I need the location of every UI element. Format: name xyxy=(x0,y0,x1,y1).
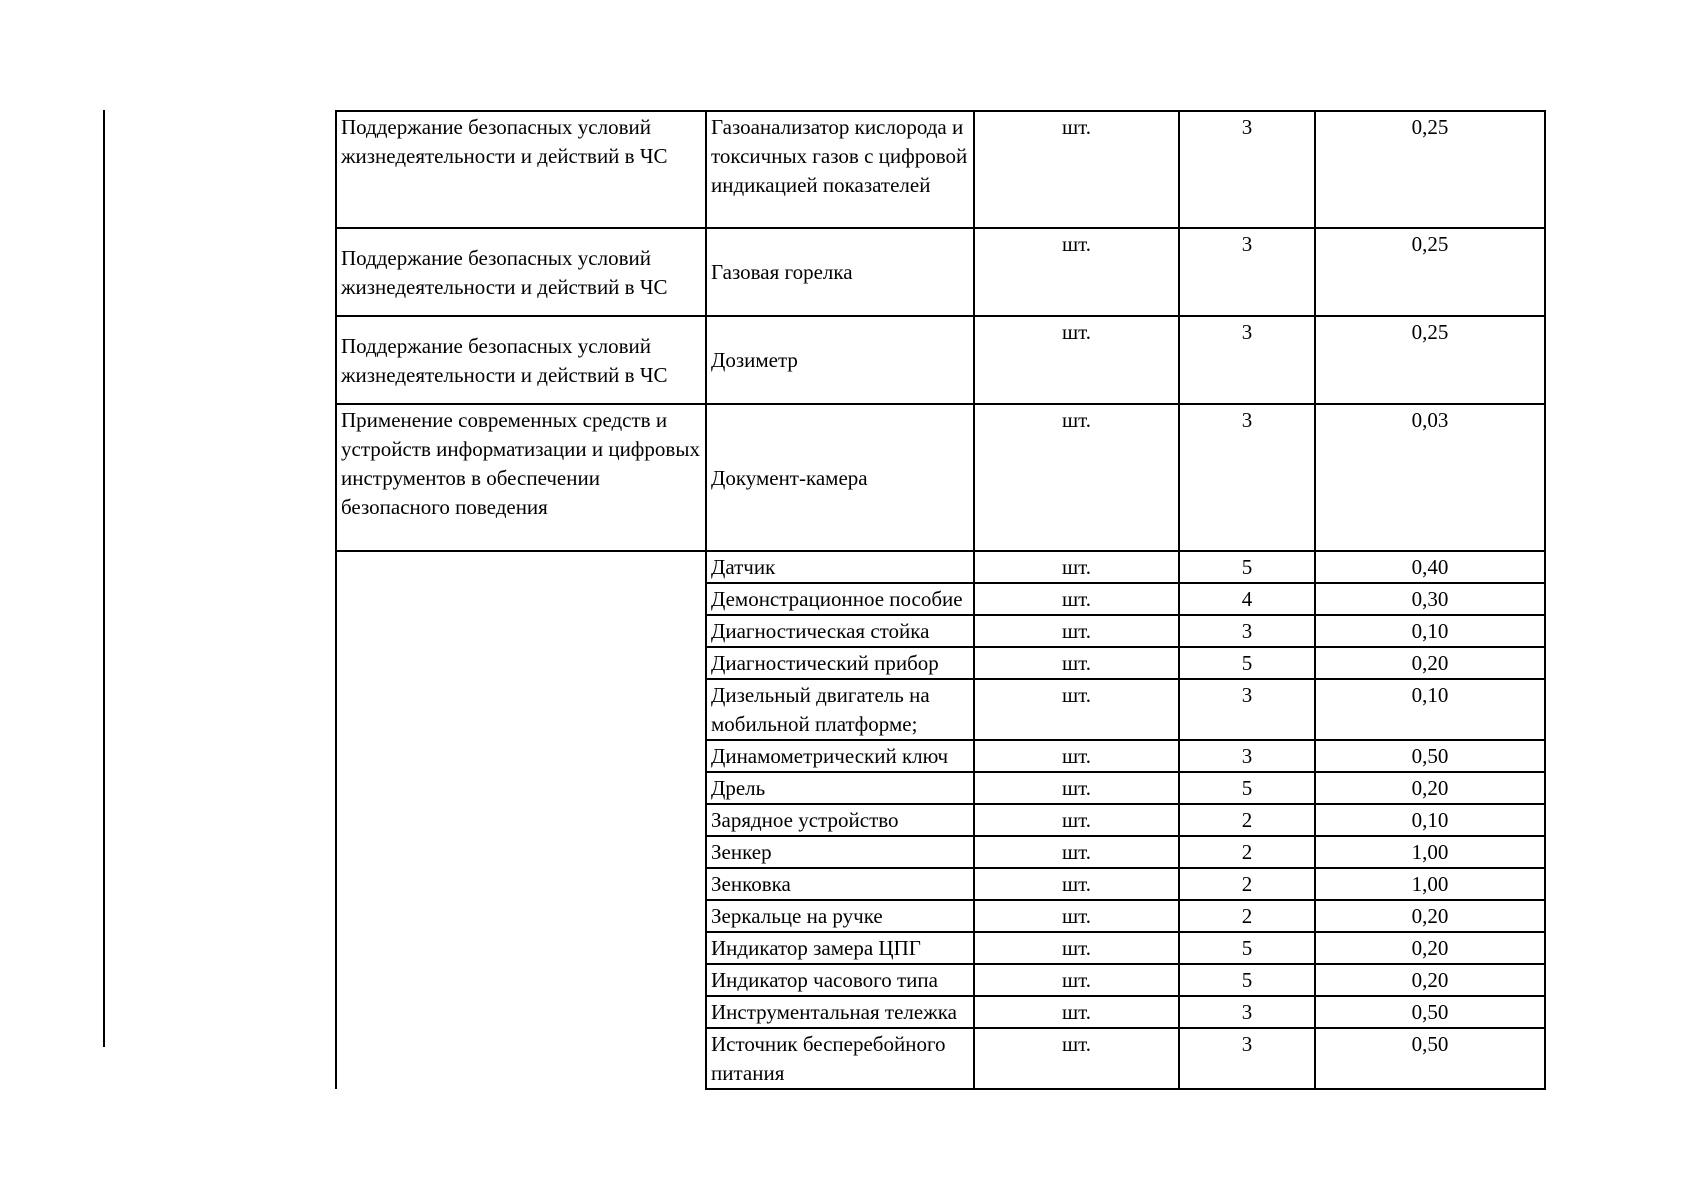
coefficient-cell: 0,10 xyxy=(1315,804,1545,836)
coefficient-cell: 0,50 xyxy=(1315,740,1545,772)
unit-cell: шт. xyxy=(974,868,1179,900)
coefficient-cell: 0,30 xyxy=(1315,583,1545,615)
quantity-cell: 3 xyxy=(1179,111,1315,228)
quantity-cell: 5 xyxy=(1179,647,1315,679)
quantity-cell: 2 xyxy=(1179,836,1315,868)
quantity-cell: 3 xyxy=(1179,740,1315,772)
quantity-cell: 3 xyxy=(1179,228,1315,316)
equipment-name-cell: Зенкер xyxy=(706,836,974,868)
unit-cell: шт. xyxy=(974,740,1179,772)
quantity-cell: 5 xyxy=(1179,964,1315,996)
activity-area-cell: Поддержание безопасных условий жизнедеятельности и действий в ЧС xyxy=(336,228,706,316)
coefficient-cell: 0,40 xyxy=(1315,551,1545,583)
coefficient-cell: 0,25 xyxy=(1315,228,1545,316)
coefficient-cell: 0,10 xyxy=(1315,615,1545,647)
equipment-name-cell: Источник бесперебойного питания xyxy=(706,1028,974,1089)
coefficient-cell: 0,10 xyxy=(1315,679,1545,740)
equipment-name-cell: Индикатор замера ЦПГ xyxy=(706,932,974,964)
coefficient-cell: 0,20 xyxy=(1315,932,1545,964)
equipment-name-cell: Зеркальце на ручке xyxy=(706,900,974,932)
table-row xyxy=(336,111,1545,228)
quantity-cell: 3 xyxy=(1179,404,1315,551)
unit-cell: шт. xyxy=(974,1028,1179,1089)
activity-area-cell-empty xyxy=(336,551,706,1089)
quantity-cell: 3 xyxy=(1179,679,1315,740)
quantity-cell: 3 xyxy=(1179,996,1315,1028)
coefficient-cell: 0,20 xyxy=(1315,964,1545,996)
coefficient-cell: 0,25 xyxy=(1315,316,1545,404)
unit-cell: шт. xyxy=(974,836,1179,868)
coefficient-cell: 0,25 xyxy=(1315,111,1545,228)
quantity-cell: 5 xyxy=(1179,551,1315,583)
quantity-cell: 3 xyxy=(1179,615,1315,647)
equipment-name-cell: Дизельный двигатель на мобильной платформе; xyxy=(706,679,974,740)
coefficient-cell: 1,00 xyxy=(1315,868,1545,900)
equipment-name-cell: Динамометрический ключ xyxy=(706,740,974,772)
equipment-name-cell: Документ-камера xyxy=(706,404,974,551)
quantity-cell: 2 xyxy=(1179,900,1315,932)
activity-area-cell: Поддержание безопасных условий жизнедеятельности и действий в ЧС xyxy=(336,316,706,404)
quantity-cell: 2 xyxy=(1179,804,1315,836)
unit-cell: шт. xyxy=(974,964,1179,996)
unit-cell: шт. xyxy=(974,932,1179,964)
coefficient-cell: 0,50 xyxy=(1315,996,1545,1028)
quantity-cell: 4 xyxy=(1179,583,1315,615)
equipment-name-cell: Демонстрационное пособие xyxy=(706,583,974,615)
left-margin-rule xyxy=(103,110,105,1047)
activity-area-cell: Поддержание безопасных условий жизнедеятельности и действий в ЧС xyxy=(336,111,706,228)
unit-cell: шт. xyxy=(974,772,1179,804)
equipment-name-cell: Газовая горелка xyxy=(706,228,974,316)
equipment-table xyxy=(335,110,1546,1090)
table-row xyxy=(336,404,1545,551)
table-row xyxy=(336,228,1545,316)
quantity-cell: 3 xyxy=(1179,316,1315,404)
equipment-name-cell: Датчик xyxy=(706,551,974,583)
equipment-name-cell: Диагностическая стойка xyxy=(706,615,974,647)
equipment-name-cell: Зарядное устройство xyxy=(706,804,974,836)
unit-cell: шт. xyxy=(974,551,1179,583)
table-row xyxy=(336,316,1545,404)
unit-cell: шт. xyxy=(974,228,1179,316)
unit-cell: шт. xyxy=(974,615,1179,647)
quantity-cell: 5 xyxy=(1179,772,1315,804)
unit-cell: шт. xyxy=(974,404,1179,551)
equipment-name-cell: Дозиметр xyxy=(706,316,974,404)
quantity-cell: 3 xyxy=(1179,1028,1315,1089)
unit-cell: шт. xyxy=(974,111,1179,228)
unit-cell: шт. xyxy=(974,316,1179,404)
unit-cell: шт. xyxy=(974,583,1179,615)
coefficient-cell: 0,20 xyxy=(1315,772,1545,804)
equipment-name-cell: Диагностический прибор xyxy=(706,647,974,679)
unit-cell: шт. xyxy=(974,996,1179,1028)
unit-cell: шт. xyxy=(974,900,1179,932)
unit-cell: шт. xyxy=(974,679,1179,740)
equipment-name-cell: Индикатор часового типа xyxy=(706,964,974,996)
coefficient-cell: 1,00 xyxy=(1315,836,1545,868)
quantity-cell: 2 xyxy=(1179,868,1315,900)
unit-cell: шт. xyxy=(974,647,1179,679)
unit-cell: шт. xyxy=(974,804,1179,836)
coefficient-cell: 0,50 xyxy=(1315,1028,1545,1089)
coefficient-cell: 0,20 xyxy=(1315,647,1545,679)
equipment-name-cell: Инструментальная тележка xyxy=(706,996,974,1028)
table-row xyxy=(336,551,1545,583)
equipment-name-cell: Зенковка xyxy=(706,868,974,900)
equipment-name-cell: Газоанализатор кислорода и токсичных газов с цифровой индикацией показателей xyxy=(706,111,974,228)
coefficient-cell: 0,03 xyxy=(1315,404,1545,551)
coefficient-cell: 0,20 xyxy=(1315,900,1545,932)
quantity-cell: 5 xyxy=(1179,932,1315,964)
equipment-name-cell: Дрель xyxy=(706,772,974,804)
activity-area-cell: Применение современных средств и устройств информатизации и цифровых инструментов в обеспечении безопасного поведения xyxy=(336,404,706,551)
